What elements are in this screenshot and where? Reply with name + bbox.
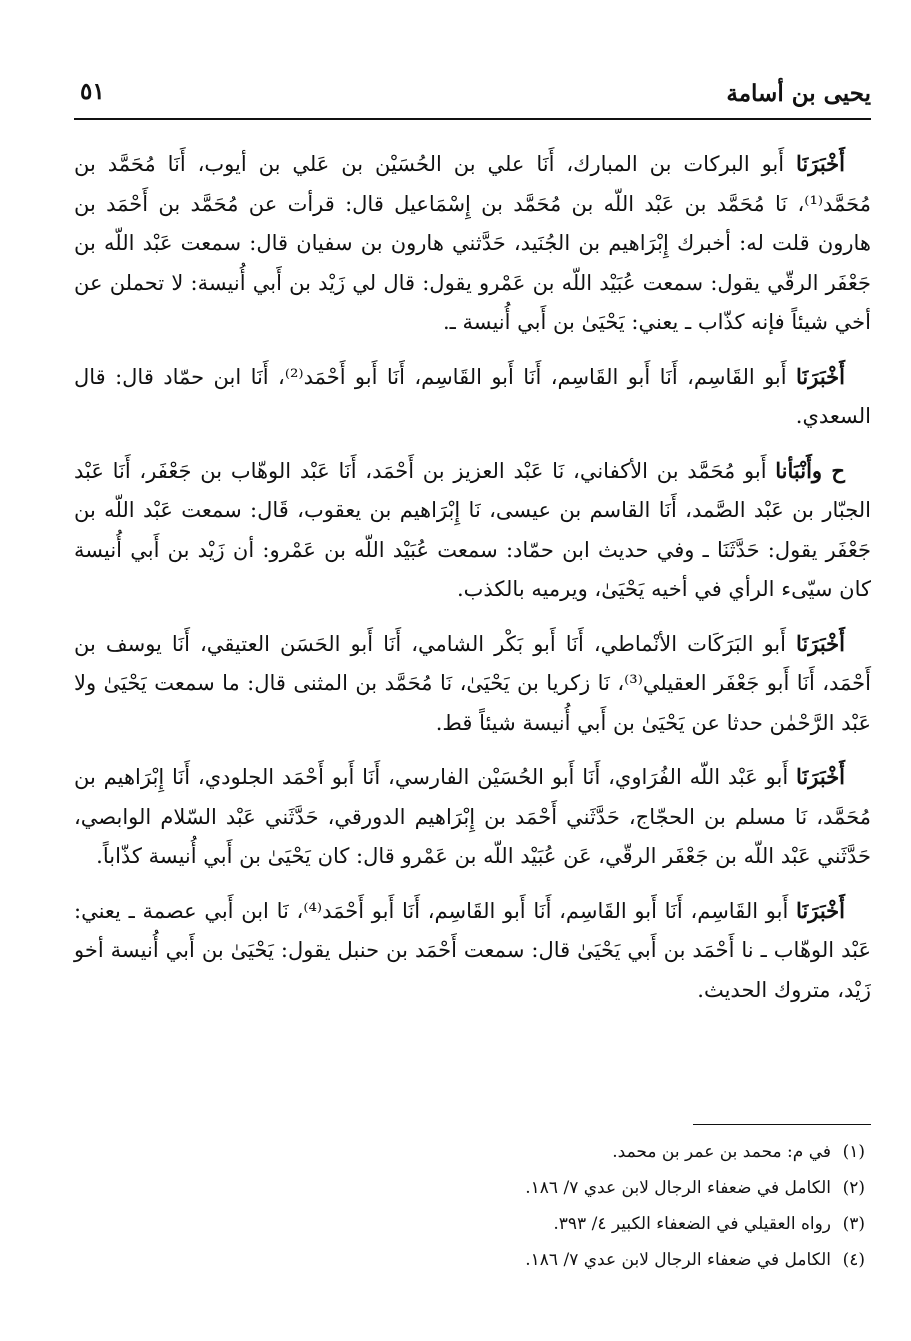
book-page [74,0,871,1341]
paragraph-keyword: ح وأَنْبَأنا [775,457,845,483]
paragraph-1 [74,144,871,343]
footnote-rule [693,1124,871,1125]
paragraph-keyword: أَخْبَرَنَا [796,764,846,789]
paragraph-5 [74,757,871,877]
body-text [74,144,871,1024]
running-title: يحيى بن أسامة [726,80,871,107]
paragraph-keyword: أَخْبَرَنَا [796,363,845,389]
paragraph-text: أَبو القَاسِم، أَنَا أَبو القَاسِم، أَنَا أَبو القَاسِم، أَنَا أَبو أَحْمَد⁽²⁾، أَنَا ابن حمّاد قال: قال السعدي. [74,364,871,428]
footnote-1 [74,1134,871,1170]
paragraph-keyword: أَخْبَرَنَا [796,897,845,923]
paragraph-2 [74,357,871,437]
paragraph-3 [74,451,871,610]
footnote-4 [74,1242,871,1278]
footnote-number: (٤) [842,1250,865,1270]
footnote-text: الكامل في ضعفاء الرجال لابن عدي ٧/ ١٨٦. [525,1178,831,1198]
paragraph-text: أَبو مُحَمَّد بن الأكفاني، نَا عَبْد العزيز بن أَحْمَد، أَنَا عَبْد الوهّاب بن جَعْفَر، أَنَا عَبْد الجبّار بن عَبْد الصَّمد، أَنَا القاسم بن عيسى، نَا إِبْرَاهيم بن يعقوب، قَال: سمعت عَبْد اللّه بن جَعْفَر يقول: حَدَّثَنَا ـ وفي حديث ابن حمّاد: سمعت عُبَيْد اللّه بن عَمْرو: أن زَيْد بن أَبي أُنيسة كان سيّىء الرأي في أخيه يَحْيَىٰ، ويرميه بالكذب. [74,458,871,601]
footnote-number: (٣) [842,1214,865,1234]
paragraph-keyword: أَخْبَرَنَا [796,151,845,176]
paragraph-text: أَبو عَبْد اللّه الفُرَاوي، أَنَا أَبو الحُسَيْن الفارسي، أَنَا أَبو أَحْمَد الجلودي، أَنَا إِبْرَاهيم بن مُحَمَّد، نَا مسلم بن الحجّاج، حَدَّثَني أَحْمَد بن إِبْرَاهيم الدورقي، حَدَّثَني عَبْد السّلام الوابصي، حَدَّثَني عَبْد اللّه بن جَعْفَر الرقّي، عَن عُبَيْد اللّه بن عَمْرو قال: كان يَحْيَىٰ بن أَبي أُنيسة كذّاباً. [74,765,871,868]
paragraph-text: أَبو البَرَكَات الأنْماطي، أَنَا أَبو بَكْر الشامي، أَنَا أَبو الحَسَن العتيقي، أَنَا يوسف بن أَحْمَد، أَنَا أَبو جَعْفَر العقيلي⁽³⁾، نَا زكريا بن يَحْيَىٰ، نَا مُحَمَّد بن المثنى قال: ما سمعت يَحْيَىٰ ولا عَبْد الرَّحْمٰن حدثا عن يَحْيَىٰ بن أَبي أُنيسة شيئاً قط. [74,631,871,735]
footnote-3 [74,1206,871,1242]
footnote-2 [74,1170,871,1206]
footnote-text: رواه العقيلي في الضعفاء الكبير ٤/ ٣٩٣. [553,1214,831,1234]
footnote-text: في م: محمد بن عمر بن محمد. [612,1142,831,1162]
header-rule [74,118,871,120]
page-number: ٥١ [80,78,105,105]
footnote-number: (١) [842,1142,865,1162]
paragraph-keyword: أَخْبَرَنَا [796,630,845,656]
footnotes [74,1134,871,1278]
footnote-number: (٢) [842,1178,865,1198]
paragraph-4 [74,624,871,744]
page-header [74,74,871,114]
footnote-text: الكامل في ضعفاء الرجال لابن عدي ٧/ ١٨٦. [525,1250,831,1270]
paragraph-text: أَبو البركات بن المبارك، أَنَا علي بن الحُسَيْن بن عَلي بن أيوب، أَنَا مُحَمَّد بن مُحَمَّد⁽¹⁾، نَا مُحَمَّد بن عَبْد اللّه بن مُحَمَّد بن إِسْمَاعيل قال: قرأت عن مُحَمَّد بن أَحْمَد بن هارون قلت له: أخبرك إِبْرَاهيم بن الجُنَيد، حَدَّثني هارون بن سفيان قال: سمعت عَبْد اللّه بن جَعْفَر الرقّي يقول: سمعت عُبَيْد اللّه بن عَمْرو يقول: قال لي زَيْد بن أَبي أُنيسة: لا تحملن عن أخي شيئاً فإنه كذّاب ـ يعني: يَحْيَىٰ بن أَبي أُنيسة ـ. [74,152,871,334]
paragraph-text: أَبو القَاسِم، أَنَا أَبو القَاسِم، أَنَا أَبو القَاسِم، أَنَا أَبو أَحْمَد⁽⁴⁾، نَا ابن أَبي عصمة ـ يعني: عَبْد الوهّاب ـ نا أَحْمَد بن أَبي يَحْيَىٰ قال: سمعت أَحْمَد بن حنبل يقول: يَحْيَىٰ بن أَبي أُنيسة أخو زَيْد، متروك الحديث. [74,898,871,1002]
paragraph-6 [74,891,871,1011]
